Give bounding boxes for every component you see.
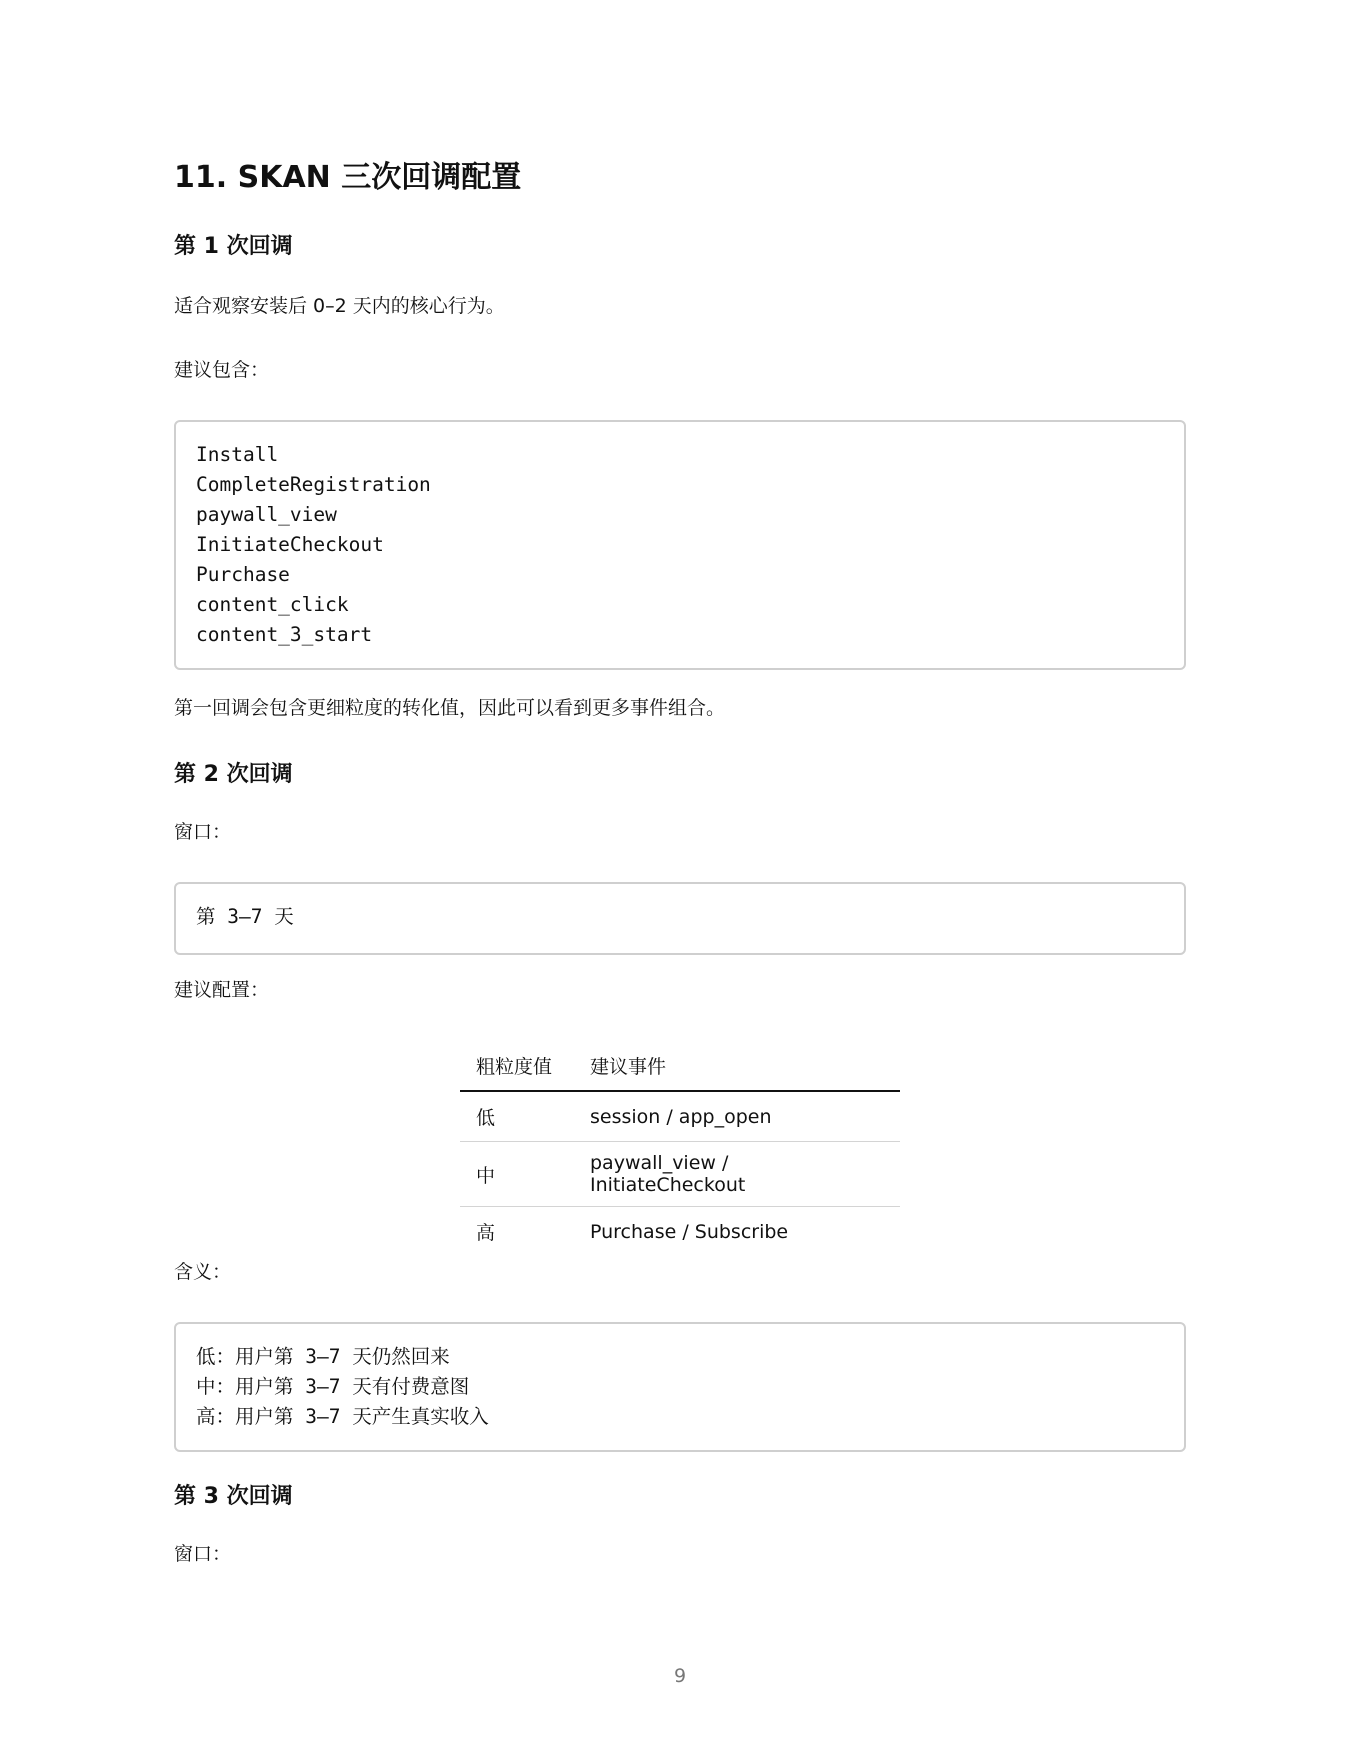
code-line: CompleteRegistration xyxy=(196,473,431,496)
page-title: 11. SKAN 三次回调配置 xyxy=(174,160,522,195)
section2-title: 第 2 次回调 xyxy=(174,762,293,787)
section2-config-label: 建议配置： xyxy=(174,979,270,1001)
code-line: paywall_view xyxy=(196,503,337,526)
code-line: 第 3–7 天 xyxy=(196,905,294,928)
table-header-row xyxy=(460,1040,900,1091)
section2-meaning-codeblock xyxy=(174,1322,1186,1452)
section1-intro: 适合观察安装后 0–2 天内的核心行为。 xyxy=(174,295,505,317)
code-line: content_click xyxy=(196,593,349,616)
code-line: 中：用户第 3–7 天有付费意图 xyxy=(196,1375,470,1398)
table-cell: 高 xyxy=(476,1222,496,1244)
section2-window-codeblock xyxy=(174,882,1186,955)
code-line: Purchase xyxy=(196,563,290,586)
table-cell: 中 xyxy=(460,1142,574,1207)
section1-note: 第一回调会包含更细粒度的转化值，因此可以看到更多事件组合。 xyxy=(174,697,726,719)
section2-window-label: 窗口： xyxy=(174,821,232,843)
coarse-value-table xyxy=(460,1040,900,1256)
table-cell: session / app_open xyxy=(574,1091,900,1142)
table-header: 粗粒度值 xyxy=(460,1040,574,1091)
section3-window-label: 窗口： xyxy=(174,1543,232,1565)
code-line: Install xyxy=(196,443,279,466)
section2-meaning-label: 含义： xyxy=(174,1261,232,1283)
section1-event-codeblock xyxy=(174,420,1186,670)
table-row xyxy=(460,1207,900,1257)
table-header: 建议事件 xyxy=(574,1040,900,1091)
section1-suggest-label: 建议包含： xyxy=(174,359,270,381)
table-cell: paywall_view / InitiateCheckout xyxy=(574,1142,900,1207)
code-line: 高：用户第 3–7 天产生真实收入 xyxy=(196,1405,489,1428)
page-number: 9 xyxy=(673,1665,687,1687)
code-line: 低：用户第 3–7 天仍然回来 xyxy=(196,1345,450,1368)
section3-title: 第 3 次回调 xyxy=(174,1484,293,1509)
code-line: content_3_start xyxy=(196,623,373,646)
table-cell: 低 xyxy=(460,1091,574,1142)
table-cell: Purchase / Subscribe xyxy=(590,1220,789,1243)
table-row xyxy=(460,1142,900,1207)
section1-title: 第 1 次回调 xyxy=(174,234,293,259)
code-line: InitiateCheckout xyxy=(196,533,384,556)
table-row xyxy=(460,1091,900,1142)
